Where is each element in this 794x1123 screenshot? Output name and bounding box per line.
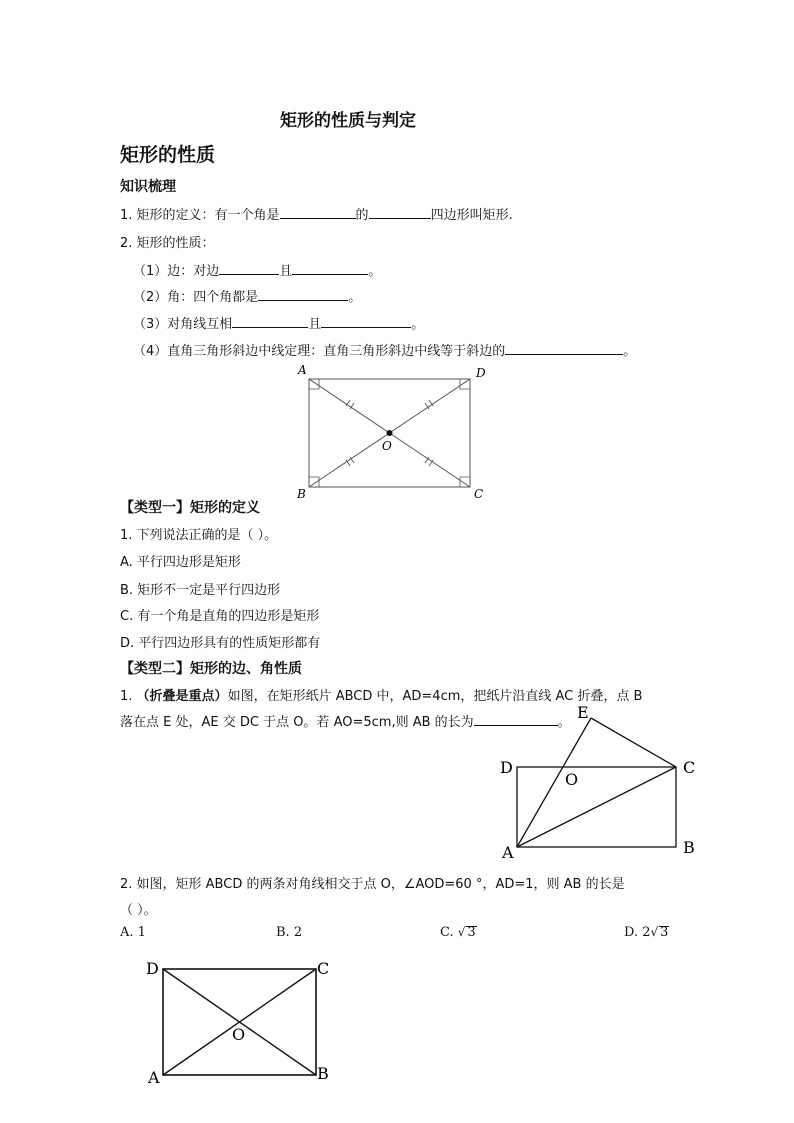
blank: [292, 262, 368, 275]
type2-q1-line1: [120, 685, 642, 704]
k2-3-b: 且: [308, 317, 322, 332]
blank: [232, 315, 308, 328]
page-title: 矩形的性质与判定: [280, 111, 416, 131]
type2-q2-option-b: B. 2: [276, 925, 303, 940]
vertex-label-b: B: [317, 1064, 329, 1083]
vertex-label-a: A: [298, 363, 307, 377]
type2-q1-tag: （折叠是重点）: [136, 689, 228, 704]
type2-q2-line1: 2. 如图，矩形 ABCD 的两条对角线相交于点 O，∠AOD=60 °，AD=1，则 AB 的长是: [120, 877, 625, 892]
vertex-label-b: B: [297, 487, 306, 501]
k2-4-a: （4）直角三角形斜边中线定理：直角三角形斜边中线等于斜边的: [133, 344, 506, 359]
figure-rectangle-1: [290, 360, 500, 505]
blank: [258, 288, 348, 301]
blank: [219, 262, 279, 275]
k2-2-c: 。: [348, 290, 362, 305]
knowledge-item-2-3: [133, 313, 424, 332]
k2-1-c: 。: [368, 264, 382, 279]
type1-option-a: A. 平行四边形是矩形: [120, 555, 241, 570]
vertex-label-b: B: [683, 838, 695, 857]
k2-3-c: 。: [411, 317, 425, 332]
radicand: 3: [467, 925, 476, 940]
vertex-label-d: D: [146, 959, 159, 978]
type2-q1-text2: 落在点 E 处，AE 交 DC 于点 O。若 AO=5cm,则 AB 的长为: [120, 715, 474, 730]
vertex-label-d: D: [500, 758, 513, 777]
center-label-o: O: [382, 439, 392, 453]
type1-option-c: C. 有一个角是直角的四边形是矩形: [120, 609, 320, 624]
vertex-label-e: E: [577, 703, 589, 722]
type2-q2-option-d: [624, 925, 669, 940]
center-label-o: O: [232, 1025, 246, 1044]
type2-q2-option-c: [440, 925, 477, 940]
blank: [369, 206, 431, 219]
vertex-label-a: A: [148, 1068, 160, 1087]
k2-4-c: 。: [623, 344, 637, 359]
figure-folded-rectangle: [495, 705, 705, 865]
vertex-label-c: C: [683, 758, 696, 777]
knowledge-item-2-4: [133, 340, 636, 359]
vertex-label-a: A: [502, 843, 514, 862]
sqrt-symbol: √: [650, 925, 659, 939]
vertex-label-c: C: [317, 959, 330, 978]
diagonal-ac: [517, 767, 676, 847]
k2-1-a: （1）边：对边: [133, 264, 220, 279]
vertex-label-c: C: [474, 487, 484, 501]
type1-heading: 【类型一】矩形的定义: [120, 500, 260, 516]
figure-rectangle-2: [140, 955, 340, 1090]
segment-ae: [517, 718, 591, 847]
type1-option-d: D. 平行四边形具有的性质矩形都有: [120, 636, 321, 651]
k1-text-b: 的: [355, 208, 369, 223]
section-heading: 矩形的性质: [120, 144, 216, 166]
knowledge-item-1: [120, 204, 513, 223]
type2-q1-number: 1.: [120, 689, 137, 704]
vertex-label-d: D: [476, 366, 486, 380]
option-c-label: C.: [440, 925, 454, 940]
type2-q1-end: 。: [557, 715, 571, 730]
blank: [321, 315, 411, 328]
type1-option-b: B. 矩形不一定是平行四边形: [120, 583, 281, 598]
knowledge-item-2-1: [133, 260, 381, 279]
k1-text-a: 1. 矩形的定义：有一个角是: [120, 208, 280, 223]
knowledge-item-2-2: [133, 286, 361, 305]
subsection-heading: 知识梳理: [120, 179, 176, 195]
type2-q1-text: 如图，在矩形纸片 ABCD 中，AD=4cm，把纸片沿直线 AC 折叠，点 B: [227, 689, 643, 704]
type2-q2-option-a: A. 1: [120, 925, 146, 940]
type1-question: 1. 下列说法正确的是（ ）。: [120, 528, 278, 543]
blank: [280, 206, 356, 219]
type2-q2-line2: （ ）。: [120, 903, 157, 918]
option-d-label: D. 2: [624, 925, 651, 940]
type2-heading: 【类型二】矩形的边、角性质: [120, 661, 302, 677]
k2-3-a: （3）对角线互相: [133, 317, 233, 332]
sqrt-symbol: √: [457, 925, 466, 939]
point-label-o: O: [565, 770, 579, 789]
knowledge-item-2: 2. 矩形的性质：: [120, 236, 215, 251]
center-point: [387, 430, 393, 436]
segment-ec: [591, 718, 676, 767]
k2-2-a: （2）角：四个角都是: [133, 290, 259, 305]
k2-1-b: 且: [279, 264, 293, 279]
radicand: 3: [660, 925, 669, 940]
k1-text-c: 四边形叫矩形.: [430, 208, 513, 223]
blank: [505, 342, 623, 355]
